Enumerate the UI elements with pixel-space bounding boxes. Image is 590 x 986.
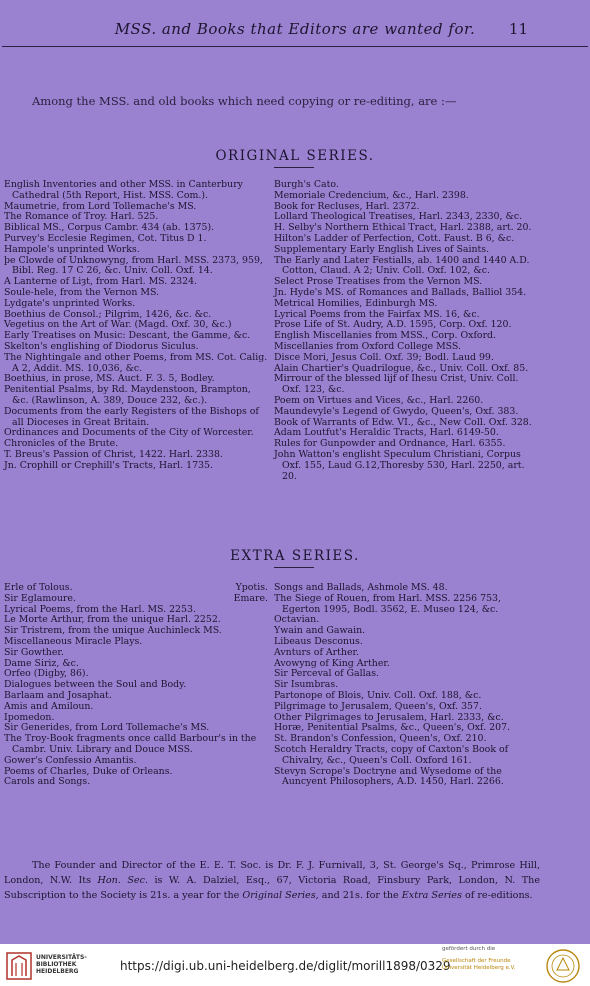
list-item: Prose Life of St. Audry, A.D. 1595, Corp. Oxf. 120. bbox=[274, 319, 512, 331]
intro-line: Among the MSS. and old books which need copying or re-editing, are :— bbox=[32, 94, 457, 108]
list-item: Purvey's Ecclesie Regimen, Cot. Titus D 1. bbox=[4, 232, 207, 244]
running-title: MSS. and Books that Editors are wanted for. bbox=[114, 20, 476, 38]
list-item: Mirrour of the blessed lijf of Ihesu Crist, Univ. Coll. Oxf. 123, &c. bbox=[274, 373, 519, 396]
list-item: The Siege of Rouen, from Harl. MSS. 2256 753, Egerton 1995, Bodl. 3562, E. Museo 124, &c. bbox=[274, 592, 501, 615]
list-item: Alain Chartier's Quadrilogue, &c., Univ. Coll. Oxf. 85. bbox=[274, 362, 529, 374]
list-item bbox=[4, 734, 268, 756]
list-item: The Early and Later Festialls, ab. 1400 and 1440 A.D. Cotton, Claud. A 2; Univ. Coll. Oxf. 102, &c. bbox=[274, 254, 530, 277]
friends-society-name bbox=[442, 958, 515, 972]
list-item: H. Selby's Northern Ethical Tract, Harl. 2388, art. 20. bbox=[274, 222, 532, 234]
list-item-text: The Troy-Book fragments once calld Barbour's in the Cambr. Univ. Library and Douce MSS. bbox=[4, 733, 257, 755]
list-item: Memoriale Credencium, &c., Harl. 2398. bbox=[274, 189, 469, 201]
library-name-line: HEIDELBERG bbox=[36, 968, 79, 975]
list-item-text: Dame Siriz, &c. bbox=[4, 657, 79, 669]
running-head bbox=[0, 20, 590, 44]
list-item: Disce Mori, Jesus Coll. Oxf. 39; Bodl. Laud 99. bbox=[274, 351, 494, 363]
original-series-rule bbox=[274, 167, 314, 168]
list-item-text: Sir Tristrem, from the unique Auchinleck MS. bbox=[4, 625, 222, 637]
list-item: Boethius de Consol.; Pilgrim, 1426, &c. &c. bbox=[4, 308, 212, 320]
list-item-text: Sir Generides, from Lord Tollemache's MS. bbox=[4, 722, 210, 734]
list-item-text: Sir Eglamoure. bbox=[4, 592, 76, 604]
list-item: Lydgate's unprinted Works. bbox=[4, 297, 136, 309]
list-item-text: Le Morte Arthur, from the unique Harl. 2252. bbox=[4, 614, 221, 626]
footer-extra-series: Extra Series bbox=[401, 890, 462, 901]
list-item: Penitential Psalms, by Rd. Maydenstoon, Brampton, &c. (Rawlinson, A. 389, Douce 232, &c.). bbox=[4, 384, 251, 406]
list-item-text: Erle of Tolous. bbox=[4, 582, 73, 593]
society-seal-icon[interactable] bbox=[545, 948, 581, 984]
list-item-text: Sir Gowther. bbox=[4, 646, 64, 658]
list-item: Early Treatises on Music: Descant, the Gamme, &c. bbox=[4, 330, 251, 342]
list-item: Ordinances and Documents of the City of Worcester. bbox=[4, 427, 254, 439]
footer-original-series: Original Series, bbox=[242, 890, 319, 901]
list-item-text: Miscellaneous Miracle Plays. bbox=[4, 635, 143, 647]
list-item: A Lanterne of Liȝt, from Harl. MS. 2324. bbox=[4, 276, 198, 288]
list-item-text: Barlaam and Josaphat. bbox=[4, 689, 112, 701]
list-item: Avowyng of King Arther. bbox=[274, 657, 390, 669]
list-item: Soule-hele, from the Vernon MS. bbox=[4, 286, 160, 298]
original-series-heading: ORIGINAL SERIES. bbox=[215, 148, 375, 164]
footer-text-4: of re-editions. bbox=[461, 890, 533, 901]
list-item-text: Poems of Charles, Duke of Orleans. bbox=[4, 765, 173, 777]
list-item: Boethius, in prose, MS. Auct. F. 3. 5, Bodley. bbox=[4, 373, 215, 385]
list-item: Avnturs of Arther. bbox=[274, 646, 359, 658]
library-name-line: BIBLIOTHEK bbox=[36, 961, 77, 968]
list-item: Biblical MS., Corpus Cambr. 434 (ab. 1375). bbox=[4, 222, 215, 234]
list-item-paired-title: Ypotis. bbox=[235, 582, 268, 593]
list-item-paired-title: Emare. bbox=[233, 592, 268, 604]
list-item: Chronicles of the Brute. bbox=[4, 438, 119, 450]
footer-hon-sec: Hon. Sec. bbox=[97, 875, 148, 886]
extra-series-right-column bbox=[274, 583, 536, 788]
list-item: Hampole's unprinted Works. bbox=[4, 243, 140, 255]
list-item: Ywain and Gawain. bbox=[274, 625, 366, 637]
list-item: Supplementary Early English Lives of Saints. bbox=[274, 243, 490, 255]
library-name bbox=[36, 954, 87, 975]
list-item: Vegetius on the Art of War. (Magd. Oxf. 30, &c.) bbox=[4, 319, 232, 331]
list-item: þe Clowde of Unknowyng, from Harl. MSS. 2373, 959, Bibl. Reg. 17 C 26, &c. Univ. Coll. Oxf. 14. bbox=[4, 254, 263, 277]
list-item: Jn. Hyde's MS. of Romances and Ballads, Balliol 354. bbox=[274, 286, 527, 298]
list-item: St. Brandon's Confession, Queen's, Oxf. 210. bbox=[274, 733, 487, 745]
footer-text-2: is W. A. Dalziel, Esq., 67, Victoria Road, Finsbury Park, London, N. The Subscription to the Society is 21s. a year for the bbox=[4, 875, 541, 901]
extra-series-left-column bbox=[4, 583, 268, 788]
list-item: Hilton's Ladder of Perfection, Cott. Faust. B 6, &c. bbox=[274, 232, 515, 244]
list-item: Metrical Homilies, Edinburgh MS. bbox=[274, 297, 438, 309]
list-item: Poem on Virtues and Vices, &c., Harl. 2260. bbox=[274, 394, 484, 406]
list-item-text: Orfeo (Digby, 86). bbox=[4, 668, 89, 680]
list-item: Pilgrimage to Jerusalem, Queen's, Oxf. 357. bbox=[274, 700, 482, 712]
list-item-text: Lyrical Poems, from the Harl. MS. 2253. bbox=[4, 603, 196, 615]
list-item: Scotch Heraldry Tracts, copy of Caxton's Book of Chivalry, &c., Queen's Coll. Oxford 161. bbox=[274, 743, 509, 766]
extra-series-rule bbox=[274, 567, 314, 568]
footer-text-1: The Founder and Director of the E. E. T. Soc. is Dr. F. J. Furnivall, 3, St. George's Sq., Primrose Hill, London, N.W. Its bbox=[4, 860, 540, 886]
society-name-line: Gesellschaft der Freunde bbox=[442, 958, 511, 964]
list-item: Octavian. bbox=[274, 614, 320, 626]
list-item: Horæ, Penitential Psalms, &c., Queen's, Oxf. 207. bbox=[274, 722, 511, 734]
list-item-text: Dialogues between the Soul and Body. bbox=[4, 679, 187, 691]
digital-library-url-link[interactable]: https://digi.ub.uni-heidelberg.de/diglit/morill1898/0329 bbox=[120, 959, 451, 973]
list-item: Other Pilgrimages to Jerusalem, Harl. 2333, &c. bbox=[274, 711, 504, 723]
list-item-text: Ipomedon. bbox=[4, 711, 55, 723]
list-item-text: Amis and Amiloun. bbox=[4, 700, 94, 712]
list-item: Lyrical Poems from the Fairfax MS. 16, &c. bbox=[274, 308, 480, 320]
list-item: Burgh's Cato. bbox=[274, 179, 339, 190]
list-item: Rules for Gunpowder and Ordnance, Harl. 6355. bbox=[274, 438, 506, 450]
list-item: Skelton's englishing of Diodorus Siculus. bbox=[4, 340, 199, 352]
footer-text-3: and 21s. for the bbox=[318, 890, 402, 901]
list-item: John Watton's englisht Speculum Christiani, Corpus Oxf. 155, Laud G.12,Thoresby 530, Harl. 2250, art. 20. bbox=[274, 448, 525, 482]
list-item: Documents from the early Registers of the Bishops of all Dioceses in Great Britain. bbox=[4, 405, 259, 428]
funded-by-label: gefördert durch die bbox=[442, 946, 496, 952]
list-item: Sir Isumbras. bbox=[274, 679, 339, 691]
list-item-text: Carols and Songs. bbox=[4, 776, 91, 788]
list-item: Songs and Ballads, Ashmole MS. 48. bbox=[274, 582, 448, 593]
list-item: Partonope of Blois, Univ. Coll. Oxf. 188, &c. bbox=[274, 689, 482, 701]
list-item bbox=[4, 777, 268, 788]
list-item: T. Breus's Passion of Christ, 1422. Harl. 2338. bbox=[4, 448, 223, 460]
list-item: English Miscellanies from MSS., Corp. Oxford. bbox=[274, 330, 497, 342]
list-item: Maundevyle's Legend of Gwydo, Queen's, Oxf. 383. bbox=[274, 405, 519, 417]
list-item: Maumetrie, from Lord Tollemache's MS. bbox=[4, 200, 197, 212]
list-item: The Romance of Troy. Harl. 525. bbox=[4, 211, 159, 223]
list-item: Libeaus Desconus. bbox=[274, 635, 363, 647]
list-item: Book for Recluses, Harl. 2372. bbox=[274, 200, 420, 212]
list-item: Sir Perceval of Gallas. bbox=[274, 668, 380, 680]
library-bar bbox=[0, 944, 590, 986]
list-item: Jn. Crophill or Crephill's Tracts, Harl. 1735. bbox=[4, 459, 213, 471]
list-item: Select Prose Treatises from the Vernon MS. bbox=[274, 276, 483, 288]
list-item: Stevyn Scrope's Doctryne and Wysedome of the Auncyent Philosophers, A.D. 1450, Harl. 2266. bbox=[274, 765, 504, 788]
list-item: Adam Loutfut's Heraldic Tracts, Harl. 6149-50. bbox=[274, 427, 499, 439]
list-item: Lollard Theological Treatises, Harl. 2343, 2330, &c. bbox=[274, 211, 523, 223]
extra-series-heading: EXTRA SERIES. bbox=[230, 548, 360, 564]
society-footer bbox=[4, 858, 540, 903]
list-item: Miscellanies from Oxford College MSS. bbox=[274, 340, 462, 352]
original-series-right-column bbox=[274, 180, 536, 482]
header-rule bbox=[2, 46, 588, 47]
list-item: The Nightingale and other Poems, from MS. Cot. Calig. A 2, Addit. MS. 10,036, &c. bbox=[4, 351, 268, 374]
original-series-left-column bbox=[4, 180, 268, 472]
list-item: Book of Warrants of Edw. VI., &c., New Coll. Oxf. 328. bbox=[274, 416, 532, 428]
university-library-logo-icon[interactable] bbox=[6, 952, 32, 980]
list-item: English Inventories and other MSS. in Canterbury Cathedral (5th Report, Hist. MSS. Com.). bbox=[4, 179, 243, 201]
page-number: 11 bbox=[508, 20, 528, 38]
society-name-line: Universität Heidelberg e.V. bbox=[442, 965, 516, 971]
library-name-line: UNIVERSITÄTS- bbox=[36, 954, 87, 961]
list-item-text: Gower's Confessio Amantis. bbox=[4, 754, 137, 766]
